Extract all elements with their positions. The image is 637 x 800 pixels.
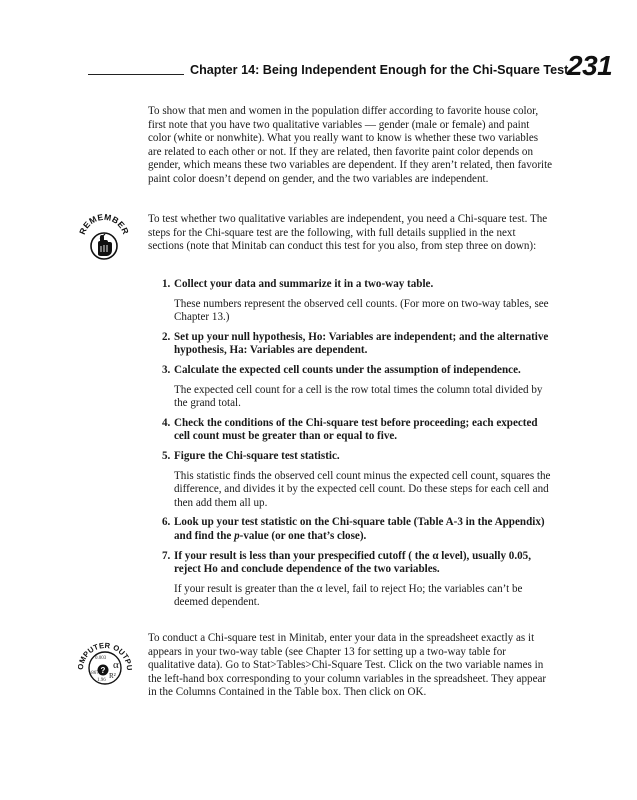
computer-output-icon (78, 630, 132, 690)
step-description: This statistic finds the observed cell count minus the expected cell count, squares the difference, and divides it by the expected cell count. Do these steps for each cell and then add them all up. (174, 469, 551, 509)
list-item (162, 331, 554, 358)
remember-icon (78, 210, 130, 266)
computer-output-icon-label: MPUTER OUT (78, 640, 131, 665)
remember-icon-label: REMEMBER (78, 211, 130, 236)
list-item (162, 550, 554, 610)
list-item (162, 516, 554, 543)
step-number: 7. (162, 549, 171, 562)
step-number: 5. (162, 449, 171, 462)
icon-text: α (113, 659, 119, 671)
page-number: 231 (567, 50, 613, 81)
icon-text: ? (100, 666, 106, 675)
step-description: These numbers represent the observed cell counts. (For more on two-way tables, see Chapter 13.) (174, 297, 549, 324)
icon-text: .867 (90, 671, 99, 676)
step-title: Calculate the expected cell counts under the assumption of independence. (174, 363, 521, 376)
step-description: If your result is greater than the α level, fail to reject Ho; the variables can’t be deemed dependent. (174, 582, 523, 609)
step-number: 1. (162, 278, 171, 290)
step-title: Check the conditions of the Chi-square test before proceeding; each expected cell count must be greater than or equal to five. (174, 416, 538, 443)
list-item (162, 364, 554, 411)
step-title: If your result is less than your prespecified cutoff ( the α level), usually 0.05, reject Ho and conclude dependence of the two variables. (174, 549, 531, 576)
step-title: Figure the Chi-square test statistic. (174, 449, 340, 462)
step-title: Collect your data and summarize it in a two-way table. (174, 278, 434, 290)
step-number: 4. (162, 416, 171, 429)
header-rule (88, 74, 184, 75)
remember-paragraph: To test whether two qualitative variables are independent, you need a Chi-square test. The steps for the Chi-square test are the following, with full details supplied in the next sections (note that Minitab can conduct this test for you also, from step three on down): (148, 213, 548, 253)
steps-list (162, 278, 554, 610)
step-title: Set up your null hypothesis, Ho: Variables are independent; and the alternative hypothesis, Ha: Variables are dependent. (174, 330, 549, 357)
chapter-title: Chapter 14: Being Independent Enough for the Chi-Square Test (190, 63, 569, 77)
step-title-part: -value (or one that’s close). (239, 529, 367, 542)
step-number: 3. (162, 363, 171, 376)
icon-text: R² (109, 672, 116, 680)
intro-paragraph: To show that men and women in the population differ according to favorite house color, first note that you have two qualitative variables — gender (male or female) and paint color (white or nonwhite). What you really want to know is whether these two variables are related to each other or not. If they are related, then favorite paint color depends on gender, which means these two variables are dependent. If they aren’t related, then favorite paint color doesn’t depend on gender, and the two variables are independent. (148, 105, 553, 185)
step-number: 2. (162, 330, 171, 343)
step-number: 6. (162, 516, 171, 529)
p-value-italic: p (234, 529, 240, 542)
list-item (162, 417, 554, 444)
icon-text: 0.003 (95, 656, 107, 661)
step-title (174, 516, 554, 543)
list-item (162, 450, 554, 510)
list-item (162, 278, 554, 325)
step-title-part: Look up your test statistic on the Chi-square table (Table A-3 in the Appendix) and find the (174, 516, 545, 542)
step-description: The expected cell count for a cell is the row total times the column total divided by the grand total. (174, 383, 543, 410)
icon-text: 1.96 (97, 678, 106, 683)
computer-output-paragraph: To conduct a Chi-square test in Minitab, enter your data in the spreadsheet exactly as it appears in your two-way table (see Chapter 13 for setting up a two-way table for qualitative data). Go to Stat>Tables>Chi-Square Test. Click on the two variable names in the left-hand box corresponding to your column variables in the spreadsheet. They appear in the Columns Contained in the Table box. Then click on OK. (148, 632, 547, 699)
